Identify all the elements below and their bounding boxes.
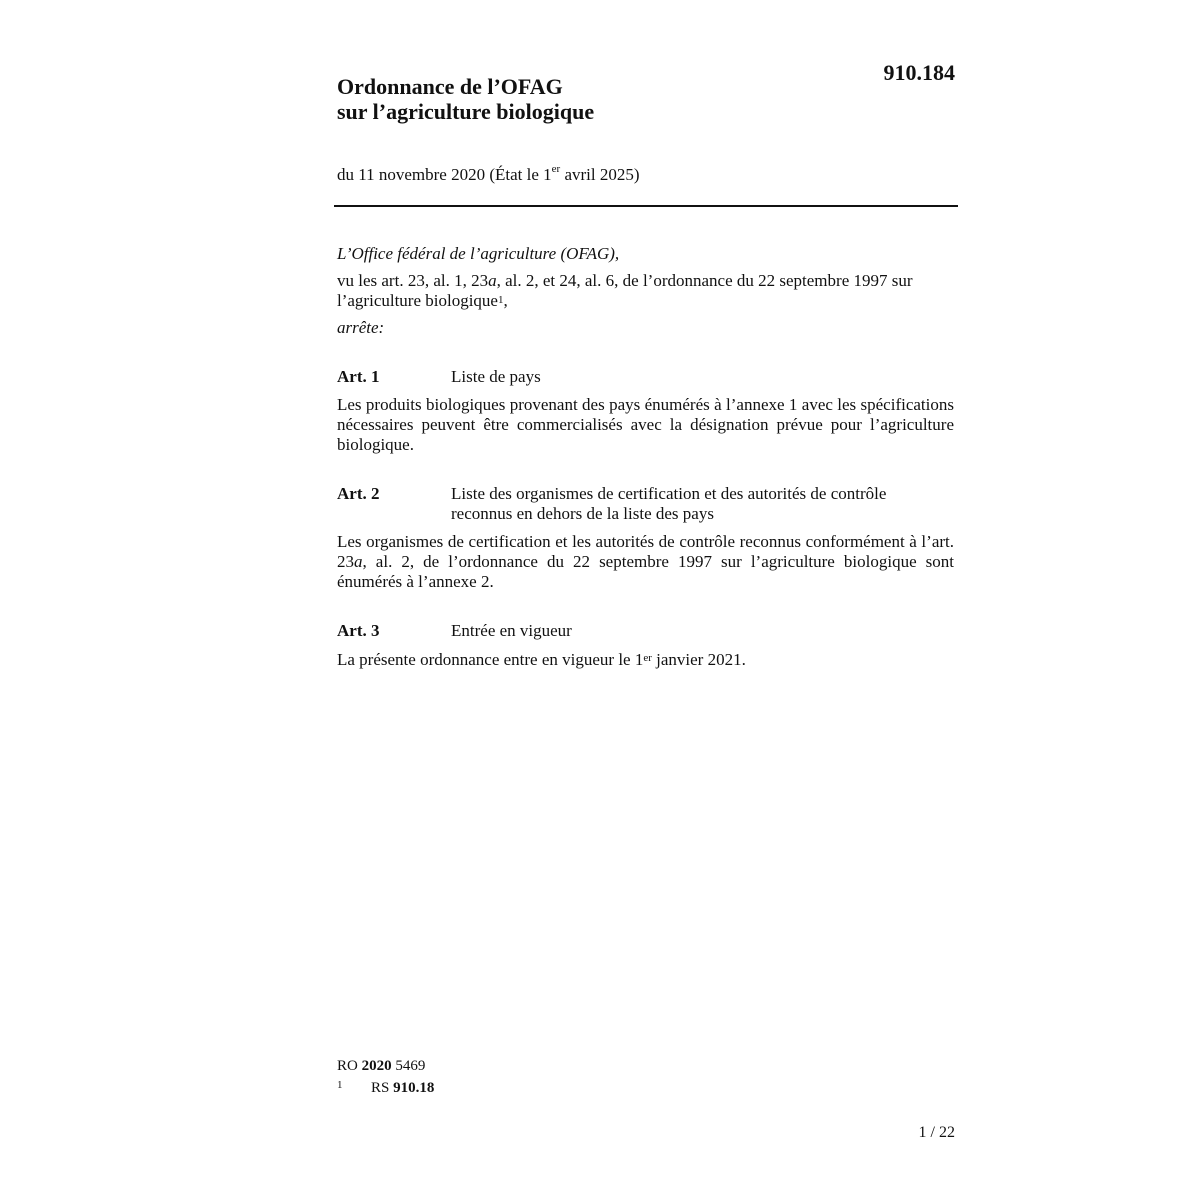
article-2-title: Liste des organismes de certification et des autorités de contrôle reconnus en dehors de la liste des pays [451, 484, 887, 523]
preamble-authority: L’Office fédéral de l’agriculture (OFAG), [337, 244, 620, 263]
date-suffix: avril 2025) [560, 165, 640, 184]
preamble-basis [337, 271, 954, 311]
footnote-sr-reference[interactable]: 910.18 [393, 1080, 435, 1096]
page-indicator: 1 / 22 [918, 1124, 955, 1141]
article-1-number: Art. 1 [337, 367, 380, 386]
title-line-2: sur l’agriculture biologique [337, 99, 595, 124]
footnote-prefix: RS [371, 1080, 394, 1096]
date-line [337, 165, 640, 185]
ro-year: 2020 [361, 1058, 392, 1074]
sr-number: 910.184 [883, 60, 955, 85]
basis-text-1: vu les art. 23, al. 1, 23 [337, 271, 489, 290]
article-3-text [337, 650, 954, 670]
footnote-number: 1 [337, 1079, 343, 1091]
article-2-italic: a [354, 552, 363, 571]
basis-text-2: , al. 2, et 24, al. 6, de l’ordonnance du 22 septembre 1997 sur l’agriculture biologique [337, 271, 913, 310]
article-2-number: Art. 2 [337, 484, 380, 503]
article-2-text [337, 532, 954, 592]
preamble-decree: arrête: [337, 318, 385, 337]
date-superscript: er [551, 163, 561, 175]
basis-italic: a [488, 271, 497, 290]
header-divider [334, 205, 958, 207]
title-line-1: Ordonnance de l’OFAG [337, 74, 563, 99]
basis-end: , [503, 291, 508, 310]
article-3-title: Entrée en vigueur [451, 621, 572, 640]
footnote-reference[interactable]: 1 [497, 294, 504, 306]
article-3-superscript: er [643, 652, 652, 664]
article-3-text-prefix: La présente ordonnance entre en vigueur le 1 [337, 650, 644, 669]
article-1-title: Liste de pays [451, 367, 541, 386]
article-3-number: Art. 3 [337, 621, 380, 640]
date-prefix: du 11 novembre 2020 (État le 1 [337, 165, 552, 184]
footnote-1 [337, 1080, 434, 1097]
article-3-text-suffix: janvier 2021. [651, 650, 746, 669]
article-1-text: Les produits biologiques provenant des pays énumérés à l’annexe 1 avec les spécifications nécessaires peuvent être commercialisés avec la désignation prévue pour l’agriculture biologique. [337, 395, 954, 454]
article-2-text-2: , al. 2, de l’ordonnance du 22 septembre 1997 sur l’agriculture biologique sont énumérés à l’annexe 2. [337, 552, 954, 591]
article-2-text-1: Les organismes de certification et les autorités de contrôle reconnus conformément à l’art. 23 [337, 532, 954, 571]
ro-prefix: RO [337, 1058, 362, 1074]
official-compilation-reference [337, 1058, 425, 1075]
ro-page: 5469 [391, 1058, 426, 1074]
document-title [337, 74, 594, 124]
